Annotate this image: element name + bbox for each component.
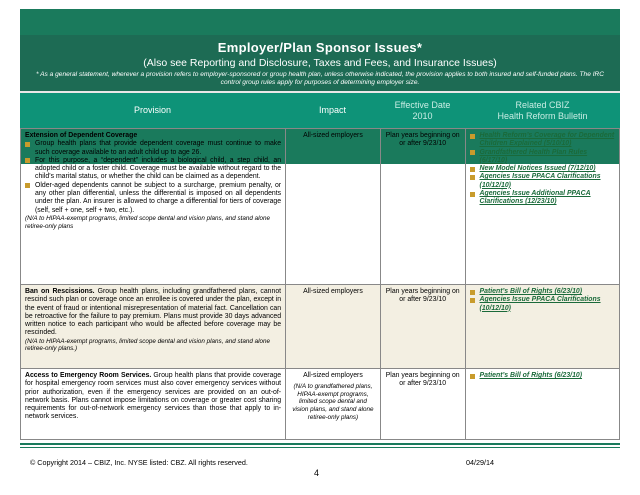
impact-text: All-sized employers <box>303 132 363 139</box>
section-title: Employer/Plan Sponsor Issues* <box>217 40 423 55</box>
effective-cell: Plan years beginning on or after 9/23/10 <box>380 285 465 368</box>
table-row <box>21 368 619 439</box>
bullet-item: Group health plans that provide dependent coverage must continue to make such coverage available to an adult child up to age 26. <box>25 140 281 157</box>
effective-cell: Plan years beginning on or after 9/23/10 <box>380 129 465 284</box>
provision-title: Extension of Dependent Coverage <box>25 132 138 139</box>
col-provision: Provision <box>133 105 171 115</box>
bottom-rule <box>20 443 620 445</box>
footer-date: 04/29/14 <box>466 458 494 467</box>
square-bullet-icon <box>470 192 475 197</box>
square-bullet-icon <box>25 183 30 188</box>
related-links-cell <box>465 285 619 368</box>
effective-cell: Plan years beginning on or after 9/23/10 <box>380 369 465 439</box>
section-banner <box>20 35 620 91</box>
square-bullet-icon <box>470 167 475 172</box>
impact-text: All-sized employers <box>303 288 363 295</box>
provision-text: Access to Emergency Room Services. Group health plans that provide coverage for hospital emergency room services must also cover emergency services without prior authorization, even if the emergency services are provided on an out-of-network basis. Plans cannot impose limitations on coverage or greater cost sharing requirements for out-of-network emergency services than those that apply to in-network services. <box>25 372 282 421</box>
copyright-text: © Copyright 2014 – CBIZ, Inc. NYSE listed: CBZ. All rights reserved. <box>30 458 248 467</box>
bulletin-link[interactable]: Agencies Issue Additional PPACA Clarifications (12/23/10) <box>470 190 615 207</box>
bulletin-link[interactable]: Grandfathered Health Plan Rules (6/17/10) <box>470 149 615 166</box>
square-bullet-icon <box>470 134 475 139</box>
table-header <box>20 91 620 128</box>
square-bullet-icon <box>470 290 475 295</box>
provision-note: (N/A to HIPAA-exempt programs, limited scope dental and vision plans, and stand alone retiree-only plans.) <box>25 337 271 353</box>
impact-cell <box>285 369 380 439</box>
provision-text: Ban on Rescissions. Group health plans, including grandfathered plans, cannot rescind such plan or coverage once an enrollee is covered under the plan, except in the event of fraud or intentional misrepresentation of material fact. Cancellation can be retroactive for the failure to pay premium. Plans must provide 30 days advanced written notice to each participant who would be affected before coverage may be rescinded. <box>25 288 282 337</box>
impact-cell <box>285 129 380 284</box>
square-bullet-icon <box>470 150 475 155</box>
section-subtitle: (Also see Reporting and Disclosure, Taxes and Fees, and Insurance Issues) <box>143 57 497 69</box>
col-impact: Impact <box>318 105 346 115</box>
bullet-item: For this purpose, a “dependent” includes a biological child, a step child, an adopted child or a foster child. Coverage must be available without regard to the child’s marital status, or whether the child can be claimed as a dependent. <box>25 157 281 182</box>
provision-cell <box>21 285 285 368</box>
table-row <box>21 129 619 284</box>
square-bullet-icon <box>25 142 30 147</box>
related-links-cell <box>465 369 619 439</box>
impact-text: All-sized employers <box>303 372 363 379</box>
square-bullet-icon <box>25 158 30 163</box>
bulletin-link[interactable]: Agencies Issue PPACA Clarifications (10/12/10) <box>470 296 615 313</box>
section-note: * As a general statement, wherever a provision refers to employer-sponsored or group health plan, unless otherwise indicated, the provision applies to both insured and self-funded plans. The IRC control group rules apply for purposes of determining employer size. <box>35 71 605 86</box>
impact-note: (N/A to grandfathered plans, HIPAA-exempt programs, limited scope dental and vision plans, and stand alone retiree-only plans) <box>292 383 374 421</box>
related-links-cell <box>465 129 619 284</box>
bottom-rule-thin <box>20 447 620 448</box>
bulletin-link[interactable]: Patient’s Bill of Rights (6/23/10) <box>470 372 615 380</box>
bulletin-link[interactable]: Health Reform’s Coverage for Dependent Children Explained (5/10/10) <box>470 132 615 149</box>
col-related-bulletin: Related CBIZ Health Reform Bulletin <box>497 99 588 121</box>
impact-cell <box>285 285 380 368</box>
square-bullet-icon <box>470 298 475 303</box>
square-bullet-icon <box>470 374 475 379</box>
col-effective-date: Effective Date 2010 <box>394 99 451 121</box>
provisions-table <box>20 128 620 440</box>
square-bullet-icon <box>470 175 475 180</box>
bullet-item: Older-aged dependents cannot be subject to a surcharge, premium penalty, or any other plan differential, unless the differential is imposed on all dependents under the plan. An insurer is allowed to charge a differential for tiers of coverage (self, self + one, self + two, etc.). <box>25 182 281 215</box>
provision-note: (N/A to HIPAA-exempt programs, limited scope dental and vision plans, and stand alone retiree-only plans <box>25 214 271 230</box>
bulletin-link[interactable]: New Model Notices Issued (7/12/10) <box>470 165 615 173</box>
provision-cell <box>21 369 285 439</box>
table-row <box>21 284 619 368</box>
page-number: 4 <box>314 468 320 478</box>
top-rule-thin <box>20 13 620 14</box>
bulletin-link[interactable]: Agencies Issue PPACA Clarifications (10/12/10) <box>470 173 615 190</box>
provision-cell <box>21 129 285 284</box>
bulletin-link[interactable]: Patient’s Bill of Rights (6/23/10) <box>470 288 615 296</box>
